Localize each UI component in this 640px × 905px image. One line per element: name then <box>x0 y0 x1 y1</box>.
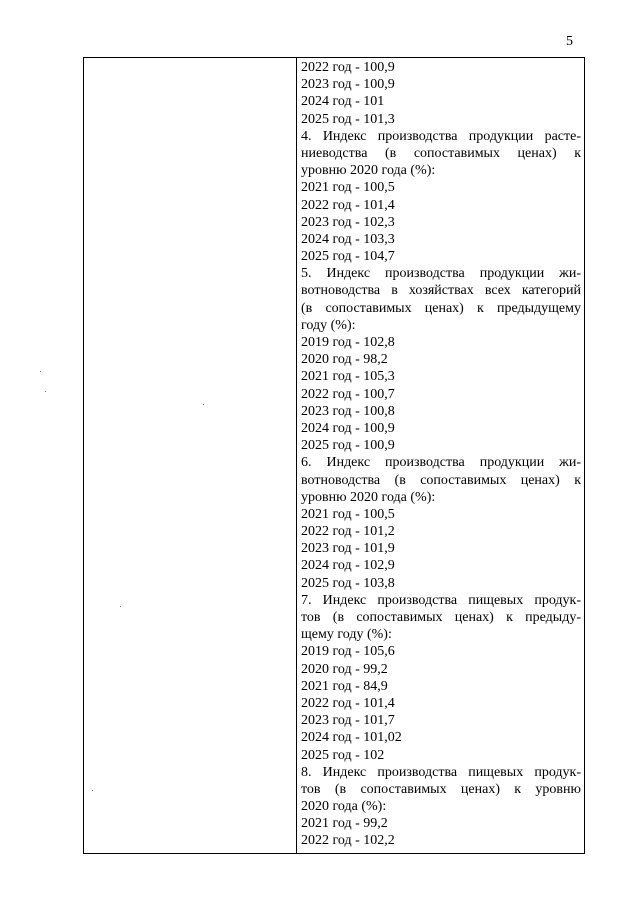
indicator-heading-line: вотноводства в хозяйствах всех категорий <box>301 283 581 299</box>
scan-speck <box>45 391 46 392</box>
indicator-value-line: 2022 год - 101,4 <box>301 695 395 711</box>
indicator-value-line: 2025 год - 103,8 <box>301 575 395 591</box>
indicator-heading-line: 5. Индекс производства продукции жи- <box>301 266 581 282</box>
indicator-value-line: 2023 год - 101,7 <box>301 713 395 729</box>
indicator-value-line: 2022 год - 101,4 <box>301 197 395 213</box>
scan-speck <box>92 790 93 791</box>
indicator-value-line: 2022 год - 101,2 <box>301 524 395 540</box>
indicator-value-line: 2019 год - 102,8 <box>301 335 395 350</box>
indicator-heading-line: ниеводства (в сопоставимых ценах) к <box>301 145 581 161</box>
indicator-value-line: 2022 год - 100,9 <box>301 60 395 75</box>
scan-speck <box>40 371 41 372</box>
page-number: 5 <box>566 34 573 49</box>
indicator-value-line: 2023 год - 101,9 <box>301 541 395 557</box>
indicator-heading-line: вотноводства (в сопоставимых ценах) к <box>301 472 581 488</box>
indicator-heading-line: уровню 2020 года (%): <box>301 163 436 179</box>
indicator-value-line: 2025 год - 102 <box>301 747 385 763</box>
scan-speck <box>120 606 121 607</box>
indicator-heading-line: году (%): <box>301 317 356 333</box>
indicator-value-line: 2024 год - 102,9 <box>301 558 395 574</box>
indicator-value-line: 2020 год - 99,2 <box>301 661 388 677</box>
indicator-heading-line: (в сопоставимых ценах) к предыдущему <box>301 300 581 316</box>
indicator-value-line: 2022 год - 102,2 <box>301 833 395 849</box>
indicator-value-line: 2023 год - 100,8 <box>301 403 395 419</box>
indicator-value-line: 2021 год - 99,2 <box>301 816 388 832</box>
indicator-heading-line: 2020 года (%): <box>301 799 387 815</box>
indicator-value-line: 2020 год - 98,2 <box>301 352 388 368</box>
indicator-value-line: 2021 год - 100,5 <box>301 506 395 522</box>
column-divider <box>296 58 297 853</box>
indicator-heading-line: 6. Индекс производства продукции жи- <box>301 455 581 471</box>
indicator-heading-line: 4. Индекс производства продукции расте- <box>301 128 581 144</box>
indicator-heading-line: 8. Индекс производства пищевых продук- <box>301 764 581 780</box>
indicator-value-line: 2021 год - 100,5 <box>301 180 395 196</box>
indicator-value-line: 2024 год - 101 <box>301 94 385 110</box>
indicator-value-line: 2024 год - 100,9 <box>301 420 395 436</box>
indicator-heading-line: щему году (%): <box>301 627 392 643</box>
indicator-heading-line: тов (в сопоставимых ценах) к предыду- <box>301 610 581 625</box>
document-table <box>83 57 585 854</box>
indicator-value-line: 2022 год - 100,7 <box>301 386 395 402</box>
indicator-value-line: 2025 год - 104,7 <box>301 249 395 265</box>
indicator-value-line: 2019 год - 105,6 <box>301 644 395 660</box>
indicator-value-line: 2025 год - 101,3 <box>301 111 395 127</box>
indicator-heading-line: уровню 2020 года (%): <box>301 489 436 505</box>
indicator-value-line: 2021 год - 105,3 <box>301 369 395 385</box>
indicator-value-line: 2023 год - 100,9 <box>301 77 395 93</box>
indicator-value-line: 2024 год - 103,3 <box>301 231 395 247</box>
indicator-value-line: 2021 год - 84,9 <box>301 678 388 694</box>
indicator-value-line: 2024 год - 101,02 <box>301 730 402 746</box>
indicator-value-line: 2025 год - 100,9 <box>301 438 395 454</box>
indicator-heading-line: тов (в сопоставимых ценах) к уровню <box>301 781 581 797</box>
indicator-heading-line: 7. Индекс производства пищевых продук- <box>301 592 581 608</box>
indicators-cell <box>301 59 581 850</box>
scan-speck <box>203 404 204 405</box>
indicator-value-line: 2023 год - 102,3 <box>301 214 395 230</box>
